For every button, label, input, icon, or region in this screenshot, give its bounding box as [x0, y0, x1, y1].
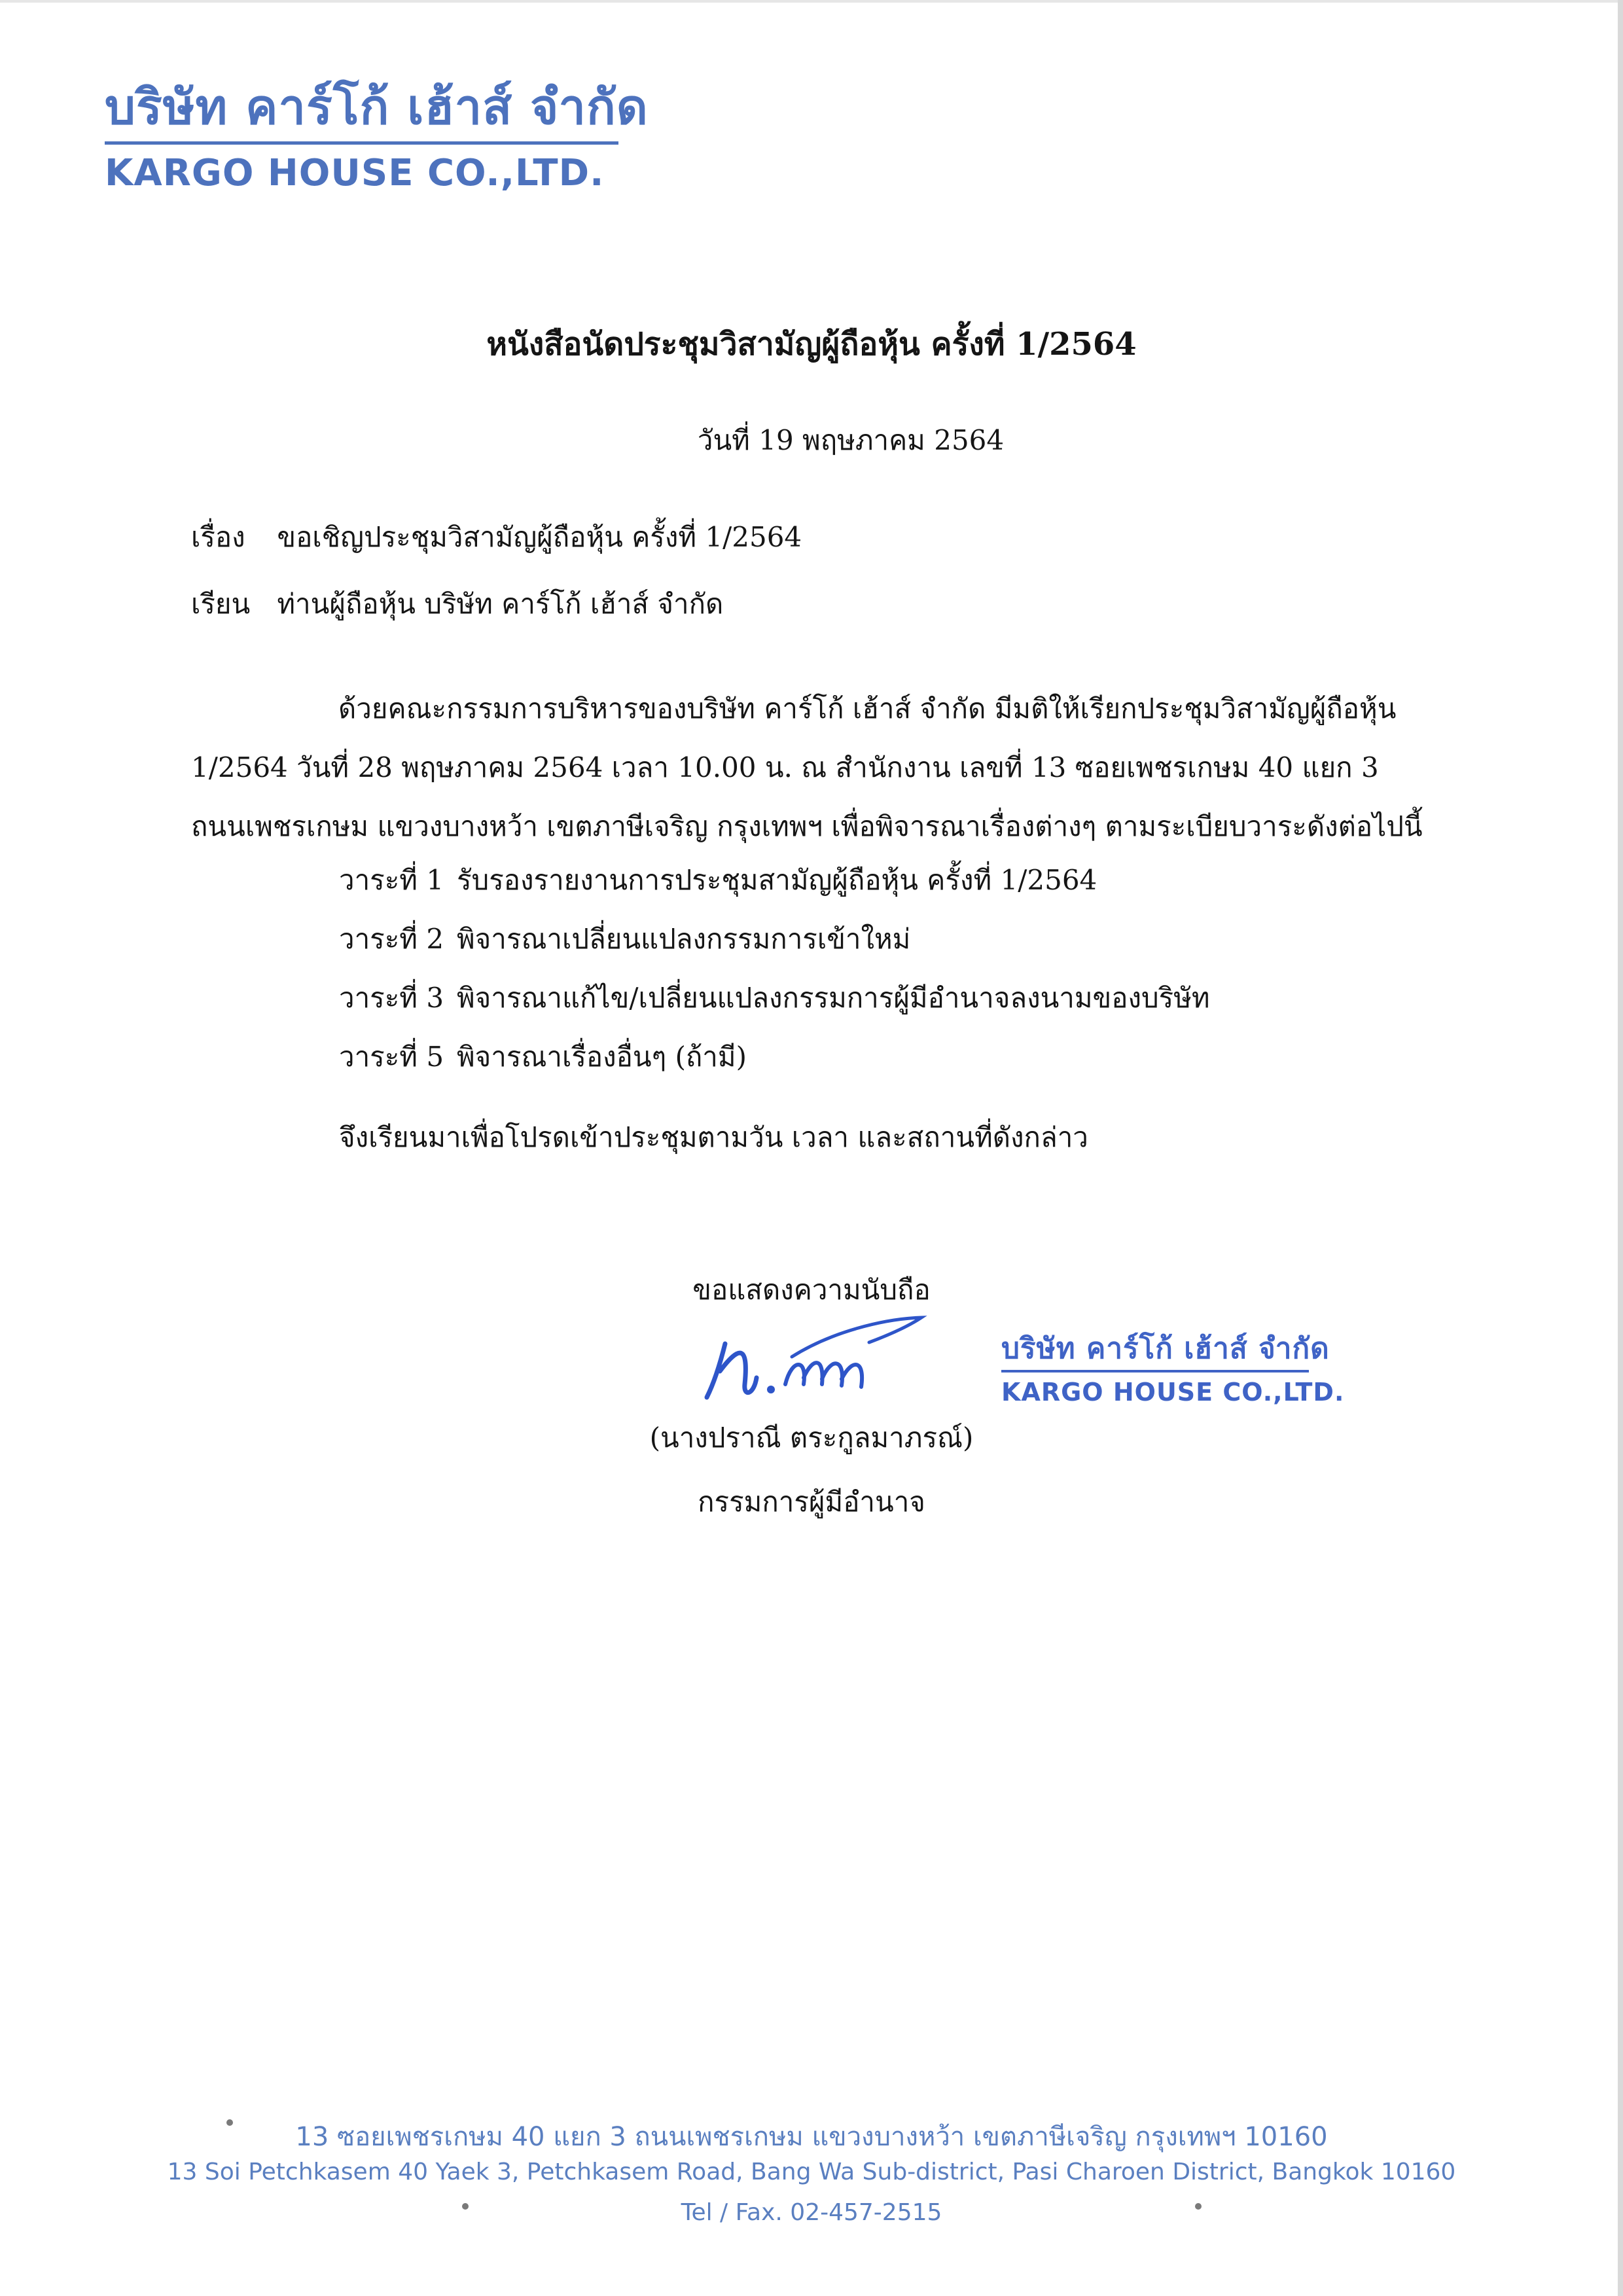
- handwritten-signature: [694, 1306, 929, 1424]
- agenda-number: วาระที่ 5: [339, 1041, 444, 1073]
- body-paragraph: ด้วยคณะกรรมการบริหารของบริษัท คาร์โก้ เฮ้าส์ จำกัด มีมติให้เรียกประชุมวิสามัญผู้ถือหุ้น 1/2564 วันที่ 28 พฤษภาคม 2564 เวลา 10.00 น. ณ สำนักงาน เลขที่ 13 ซอยเพชรเกษม 40 แยก 3 ถนนเพชรเกษม แขวงบางหว้า เขตภาษีเจริญ กรุงเทพฯ เพื่อพิจารณาเรื่องต่างๆ ตามระเบียบวาระดังต่อไปนี้: [191, 692, 1423, 842]
- document-title: หนังสือนัดประชุมวิสามัญผู้ถือหุ้น ครั้งที่ 1/2564: [486, 326, 1137, 363]
- subject-line: [191, 516, 802, 559]
- letterhead: [105, 77, 649, 194]
- footer-address-thai: 13 ซอยเพชรเกษม 40 แยก 3 ถนนเพชรเกษม แขวงบางหว้า เขตภาษีเจริญ กรุงเทพฯ 10160: [295, 2122, 1328, 2152]
- recipient-text: ท่านผู้ถือหุ้น บริษัท คาร์โก้ เฮ้าส์ จำกัด: [277, 588, 724, 620]
- agenda-item: [339, 851, 1210, 910]
- agenda-number: วาระที่ 1: [339, 864, 444, 896]
- closing-sentence: จึงเรียนมาเพื่อโปรดเข้าประชุมตามวัน เวลา และสถานที่ดังกล่าว: [339, 1121, 1088, 1153]
- agenda-item: [339, 1028, 1210, 1086]
- agenda-item: [339, 969, 1210, 1028]
- footer-telephone: Tel / Fax. 02-457-2515: [681, 2199, 942, 2226]
- signoff-regards: ขอแสดงความนับถือ: [692, 1274, 931, 1306]
- stamp-rule: [1001, 1370, 1309, 1372]
- company-name-thai: บริษัท คาร์โก้ เฮ้าส์ จำกัด: [105, 79, 649, 135]
- company-name-english: KARGO HOUSE CO.,LTD.: [105, 152, 605, 194]
- agenda-text: พิจารณาเรื่องอื่นๆ (ถ้ามี): [457, 1041, 747, 1073]
- stamp-name-english: KARGO HOUSE CO.,LTD.: [1001, 1378, 1345, 1407]
- agenda-list: [339, 851, 1210, 1086]
- letterhead-rule: [105, 141, 618, 145]
- scan-top-edge: [0, 0, 1623, 3]
- agenda-text: พิจารณาแก้ไข/เปลี่ยนแปลงกรรมการผู้มีอำนาจลงนามของบริษัท: [457, 982, 1210, 1014]
- document-date: วันที่ 19 พฤษภาคม 2564: [697, 424, 1005, 456]
- company-stamp: [1001, 1332, 1344, 1407]
- subject-text: ขอเชิญประชุมวิสามัญผู้ถือหุ้น ครั้งที่ 1/2564: [277, 521, 802, 553]
- stamp-name-thai: บริษัท คาร์โก้ เฮ้าส์ จำกัด: [1001, 1332, 1330, 1365]
- recipient-line: [191, 583, 723, 626]
- agenda-text: พิจารณาเปลี่ยนแปลงกรรมการเข้าใหม่: [457, 923, 911, 955]
- footer-address-english: 13 Soi Petchkasem 40 Yaek 3, Petchkasem Road, Bang Wa Sub-district, Pasi Charoen District, Bangkok 10160: [167, 2159, 1456, 2185]
- signatory-position: กรรมการผู้มีอำนาจ: [698, 1486, 925, 1518]
- agenda-number: วาระที่ 3: [339, 982, 444, 1014]
- agenda-text: รับรองรายงานการประชุมสามัญผู้ถือหุ้น ครั้งที่ 1/2564: [457, 864, 1097, 896]
- subject-label: เรื่อง: [191, 521, 245, 553]
- signatory-name: (นางปราณี ตระกูลมาภรณ์): [649, 1422, 974, 1454]
- agenda-number: วาระที่ 2: [339, 923, 444, 955]
- recipient-label: เรียน: [191, 588, 251, 620]
- agenda-item: [339, 910, 1210, 969]
